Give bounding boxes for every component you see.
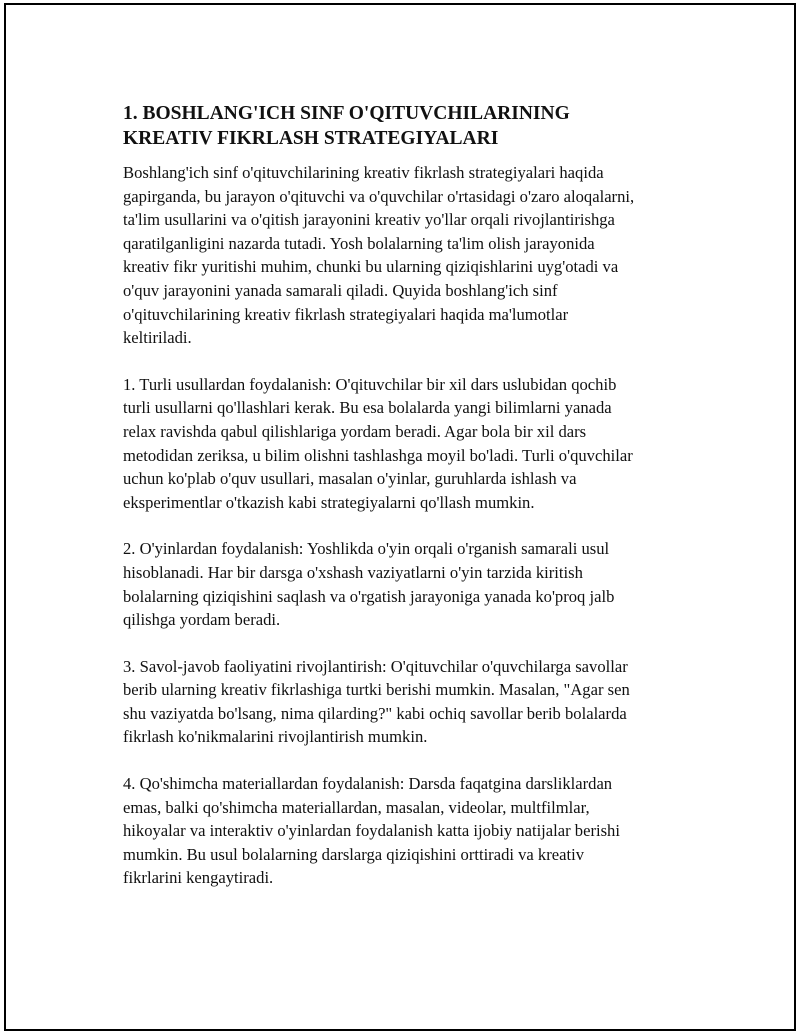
text-line: hisoblanadi. Har bir darsga o'xshash vaziyatlarni o'yin tarzida kiritish — [123, 562, 583, 582]
text-line: shu vaziyatda bo'lsang, nima qilarding?" kabi ochiq savollar berib bolalarda — [123, 703, 627, 723]
text-line: metodidan zeriksa, u bilim olishni tashlashga moyil bo'ladi. Turli o'quvchilar — [123, 445, 633, 465]
text-line: 4. Qo'shimcha materiallardan foydalanish: Darsda faqatgina darsliklardan — [123, 774, 613, 794]
text-line: berib ularning kreativ fikrlashiga turtki berishi mumkin. Masalan, "Agar sen — [123, 680, 630, 700]
text-line: hikoyalar va interaktiv o'yinlardan foydalanish katta ijobiy natijalar berishi — [123, 821, 620, 841]
text-line: keltiriladi. — [123, 328, 192, 348]
text-line: o'quv jarayonini yanada samarali qiladi. Quyida boshlang'ich sinf — [123, 280, 558, 300]
text-line: turli usullarni qo'llashlari kerak. Bu esa bolalarda yangi bilimlarni yanada — [123, 398, 612, 418]
text-line: qilishga yordam beradi. — [123, 610, 281, 630]
text-line: bolalarning qiziqishini saqlash va o'rgatish jarayoniga yanada ko'proq jalb — [123, 586, 615, 606]
section-title-line: 1. BOSHLANG'ICH SINF O'QITUVCHILARINING — [123, 103, 570, 124]
document-body — [123, 101, 703, 890]
text-line: relax ravishda qabul qilishlariga yordam beradi. Agar bola bir xil dars — [123, 421, 587, 441]
text-line: emas, balki qo'shimcha materiallardan, masalan, videolar, multfilmlar, — [123, 797, 590, 817]
text-line: gapirganda, bu jarayon o'qituvchi va o'quvchilar o'rtasidagi o'zaro aloqalarni, — [123, 186, 635, 206]
section-title — [123, 101, 703, 151]
text-line: uchun ko'plab o'quv usullari, masalan o'yinlar, guruhlarda ishlash va — [123, 469, 577, 489]
text-line: fikrlarini kengaytiradi. — [123, 868, 274, 888]
section-title-line: KREATIV FIKRLASH STRATEGIYALARI — [123, 128, 499, 149]
text-line: kreativ fikr yuritishi muhim, chunki bu ularning qiziqishlarini uyg'otadi va — [123, 257, 619, 277]
text-line: Boshlang'ich sinf o'qituvchilarining kreativ fikrlash strategiyalari haqida — [123, 163, 604, 182]
text-line: 3. Savol-javob faoliyatini rivojlantirish: O'qituvchilar o'quvchilarga savollar — [123, 656, 628, 676]
text-line: ta'lim usullarini va o'qitish jarayonini kreativ yo'llar orqali rivojlantirishga — [123, 210, 615, 230]
strategy-paragraph-2 — [123, 537, 703, 631]
text-line: 2. O'yinlardan foydalanish: Yoshlikda o'yin orqali o'rganish samarali usul — [123, 539, 610, 559]
text-line: eksperimentlar o'tkazish kabi strategiyalarni qo'llash mumkin. — [123, 492, 535, 512]
strategy-paragraph-3 — [123, 655, 703, 749]
text-line: mumkin. Bu usul bolalarning darslarga qiziqishini orttiradi va kreativ — [123, 844, 585, 864]
text-line: qaratilganligini nazarda tutadi. Yosh bolalarning ta'lim olish jarayonida — [123, 233, 595, 253]
text-line: o'qituvchilarining kreativ fikrlash strategiyalari haqida ma'lumotlar — [123, 304, 569, 324]
intro-paragraph — [123, 161, 703, 350]
page-frame — [4, 3, 796, 1031]
text-line: fikrlash ko'nikmalarini rivojlantirish mumkin. — [123, 727, 428, 747]
strategy-paragraph-1 — [123, 373, 703, 515]
text-line: 1. Turli usullardan foydalanish: O'qituvchilar bir xil dars uslubidan qochib — [123, 374, 617, 394]
strategy-paragraph-4 — [123, 772, 703, 890]
